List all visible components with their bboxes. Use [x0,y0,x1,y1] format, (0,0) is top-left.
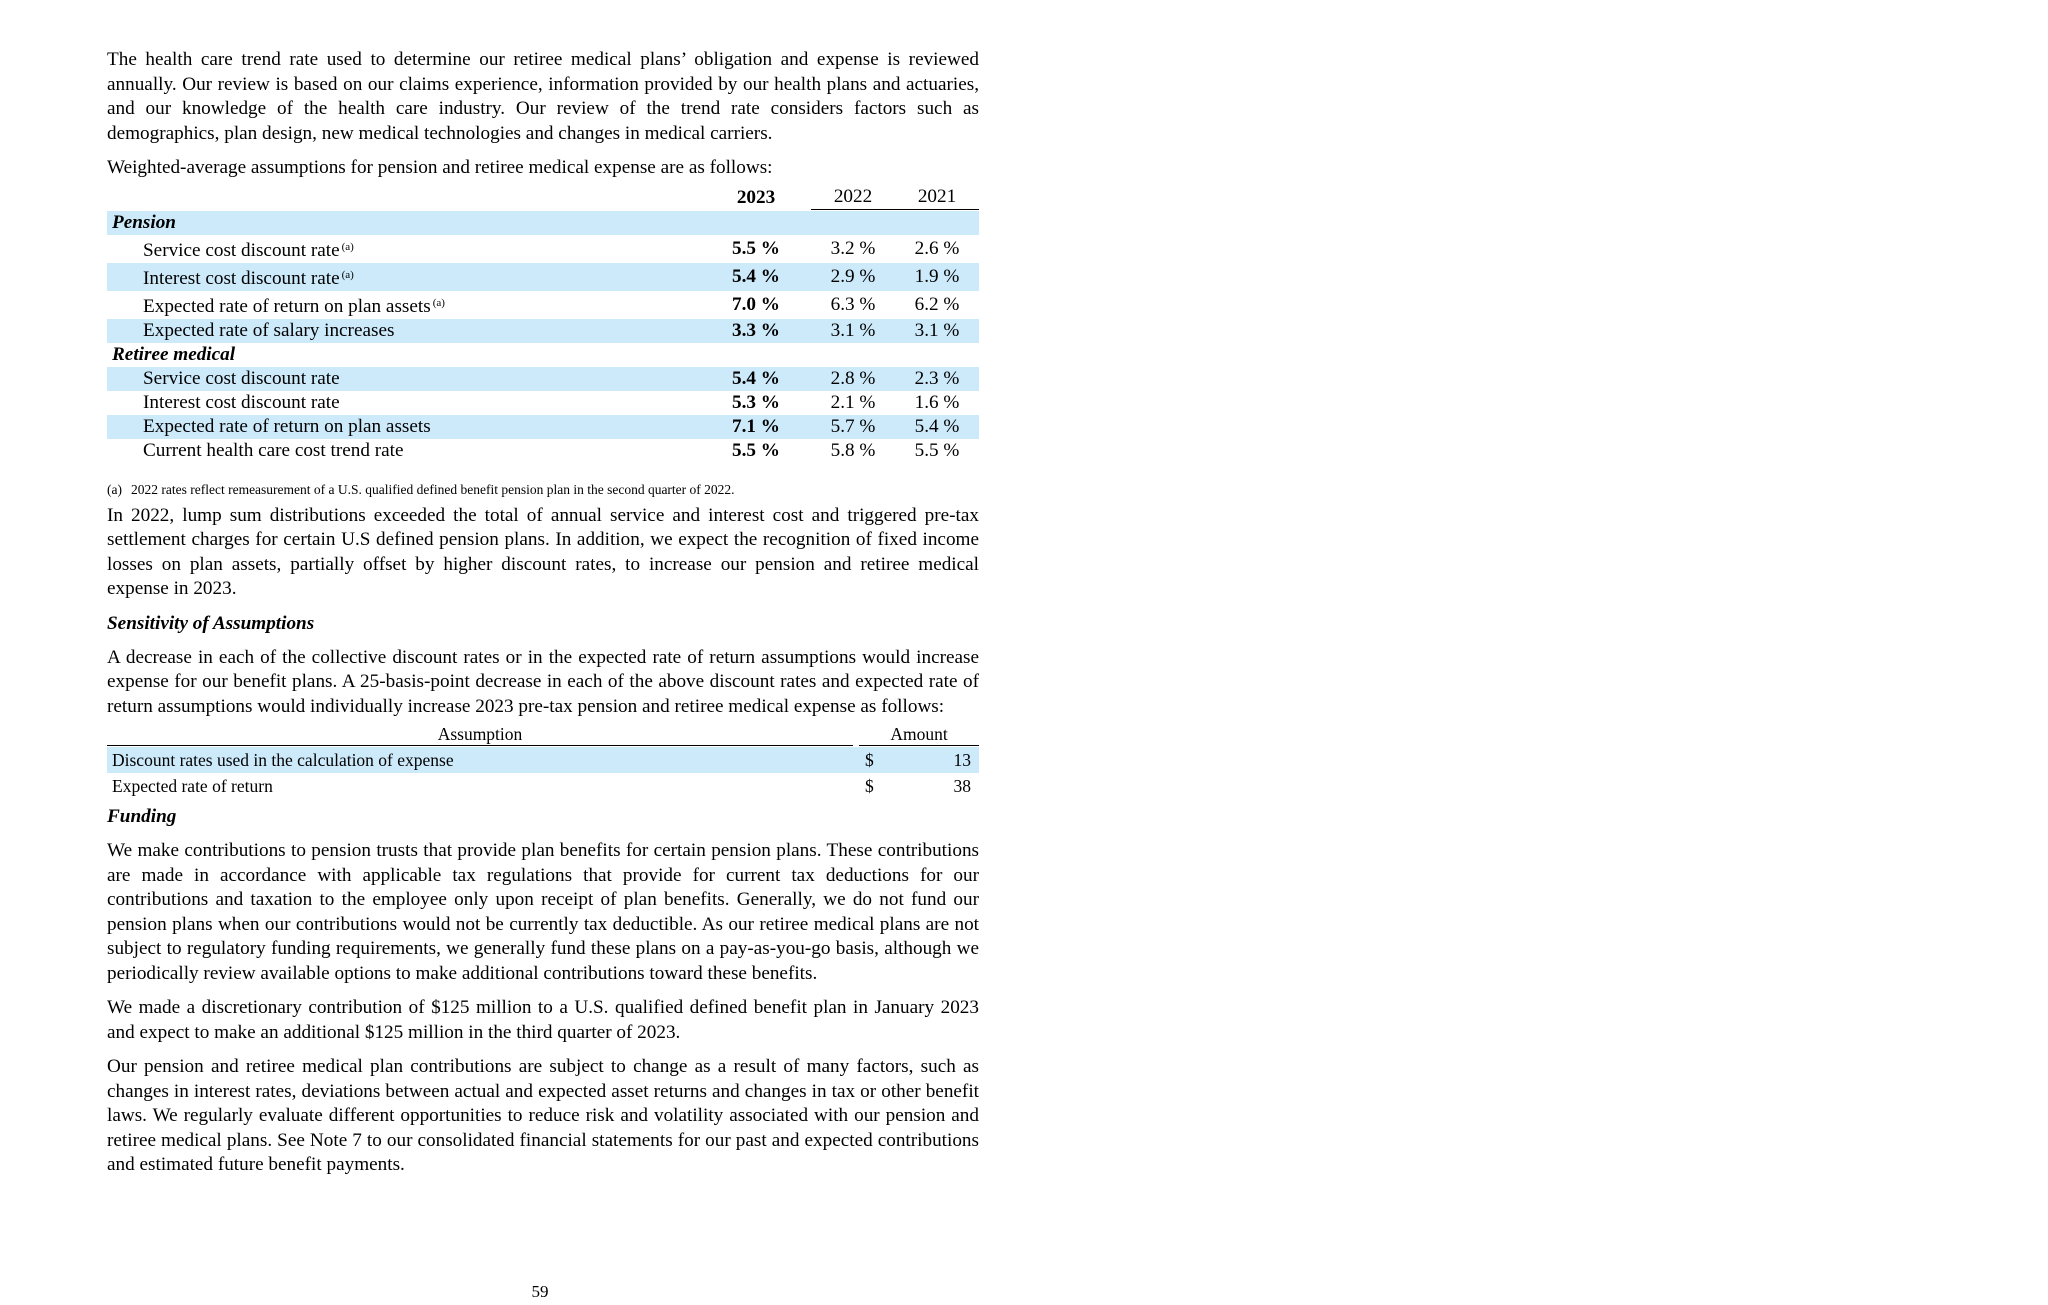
header-amount: Amount [859,721,979,747]
heading-funding: Funding [107,806,177,827]
cell-2022: 3.2 % [830,237,876,259]
table-row [107,319,979,343]
header-assumption: Assumption [107,721,853,747]
paragraph-health-care-trend: The health care trend rate used to determine our retiree medical plans’ obligation and expense is reviewed annually. Our review is based on our claims experience, information provided by our health plans and actuaries, and our knowledge of the health care industry. Our review of the trend rate considers factors such as demographics, plan design, new medical technologies and changes in medical carriers. [107,49,979,144]
assumptions-table [107,185,979,463]
paragraph-contribution-factors: Our pension and retiree medical plan contributions are subject to change as a result of many factors, such as changes in interest rates, deviations between actual and expected asset returns and changes in tax or other benefit laws. We regularly evaluate different opportunities to reduce risk and volatility associated with our pension and retiree medical plans. See Note 7 to our consolidated financial statements for our past and expected contributions and estimated future benefit payments. [107,1056,979,1175]
heading-sensitivity: Sensitivity of Assumptions [107,612,315,634]
table-row [107,235,979,263]
footnote-text: 2022 rates reflect remeasurement of a U.S. qualified defined benefit pension plan in the second quarter of 2022. [131,481,735,497]
cell-2022: 6.3 % [830,293,876,315]
header-2021: 2021 [895,185,979,211]
row-label: Expected rate of return [112,776,273,796]
row-label: Expected rate of return on plan assets [107,415,707,439]
row-label: Service cost discount rate $^{(a)}$ [143,239,354,261]
section-label-pension: Pension [107,211,707,235]
document-page [107,48,979,1188]
paragraph-contributions: We make contributions to pension trusts that provide plan benefits for certain pension plans. These contributions are made in accordance with applicable tax regulations that provide for current tax deductions for our contributions and taxation to the employee only upon receipt of plan benefits. Generally, we do not fund our pension plans when our contributions would not be currently tax deductible. As our retiree medical plans are not subject to regulatory funding requirements, we generally fund these plans on a pay-as-you-go basis, although we periodically review available options to make additional contributions toward these benefits. [107,840,979,984]
cell-2021: 1.9 % [895,263,979,291]
table-row [107,747,979,773]
page-number: 59 [531,1282,549,1301]
sensitivity-table [107,721,979,799]
row-label: Current health care cost trend rate [143,439,404,461]
section-row-retiree-medical [107,343,979,367]
cell-2021: 5.5 % [914,439,960,461]
row-label: Service cost discount rate [107,367,707,391]
cell-2023: 7.1 % [707,415,805,439]
paragraph-discretionary-contribution: We made a discretionary contribution of $125 million to a U.S. qualified defined benefit plan in January 2023 and expect to make an additional $125 million in the third quarter of 2023. [107,997,979,1043]
footnote [107,481,979,499]
paragraph-sensitivity: A decrease in each of the collective discount rates or in the expected rate of return assumptions would increase expense for our benefit plans. A 25-basis-point decrease in each of the above discount rates and expected rate of return assumptions would individually increase 2023 pre-tax pension and retiree medical expense as follows: [107,646,979,717]
cell-2021: 3.1 % [895,319,979,343]
cell-2023: 5.3 % [732,391,780,413]
row-label: Expected rate of salary increases [107,319,707,343]
cell-2021: 1.6 % [914,391,960,413]
cell-2023: 5.5 % [732,237,780,259]
header-blank [107,185,707,211]
table-row [107,291,979,319]
table-header-row [107,185,979,211]
cell-2022: 5.8 % [830,439,876,461]
cell-2022: 2.8 % [811,367,895,391]
cell-2022: 3.1 % [811,319,895,343]
cell-2023: 5.4 % [707,263,805,291]
cell-2022: 2.1 % [830,391,876,413]
cell-2021: 2.6 % [914,237,960,259]
cell-2023: 5.5 % [732,439,780,461]
table-row [107,415,979,439]
table-row [107,367,979,391]
table-row [107,391,979,415]
cell-2023: 5.4 % [707,367,805,391]
cell-2021: 6.2 % [914,293,960,315]
header-2023: 2023 [736,186,776,208]
table-row [107,439,979,463]
header-2022: 2022 [811,185,895,211]
table-header-row [107,721,979,747]
row-label: Interest cost discount rate [143,391,340,413]
paragraph-lump-sum: In 2022, lump sum distributions exceeded the total of annual service and interest cost and triggered pre-tax settlement charges for certain U.S defined pension plans. In addition, we expect the recognition of fixed income losses on plan assets, partially offset by higher discount rates, to increase our pension and retiree medical expense in 2023. [107,504,979,599]
row-label: Interest cost discount rate $^{(a)}$ [107,263,707,291]
section-label-retiree-medical: Retiree medical [112,343,236,365]
cell-2022: 5.7 % [811,415,895,439]
cell-2023: 7.0 % [732,293,780,315]
cell-amount: $ 38 [865,776,971,796]
footnote-mark: (a) [107,481,122,497]
table-row [107,773,979,799]
row-label: Discount rates used in the calculation of expense [107,747,853,773]
cell-2021: 2.3 % [895,367,979,391]
cell-2022: 2.9 % [811,263,895,291]
section-row-pension [107,211,979,235]
cell-amount: $ 13 [859,747,979,773]
cell-2023: 3.3 % [707,319,805,343]
cell-2021: 5.4 % [895,415,979,439]
paragraph-weighted-average-intro: Weighted-average assumptions for pension and retiree medical expense are as follows: [107,157,773,178]
row-label: Expected rate of return on plan assets $^{(a)}$ [143,295,445,317]
table-row [107,263,979,291]
